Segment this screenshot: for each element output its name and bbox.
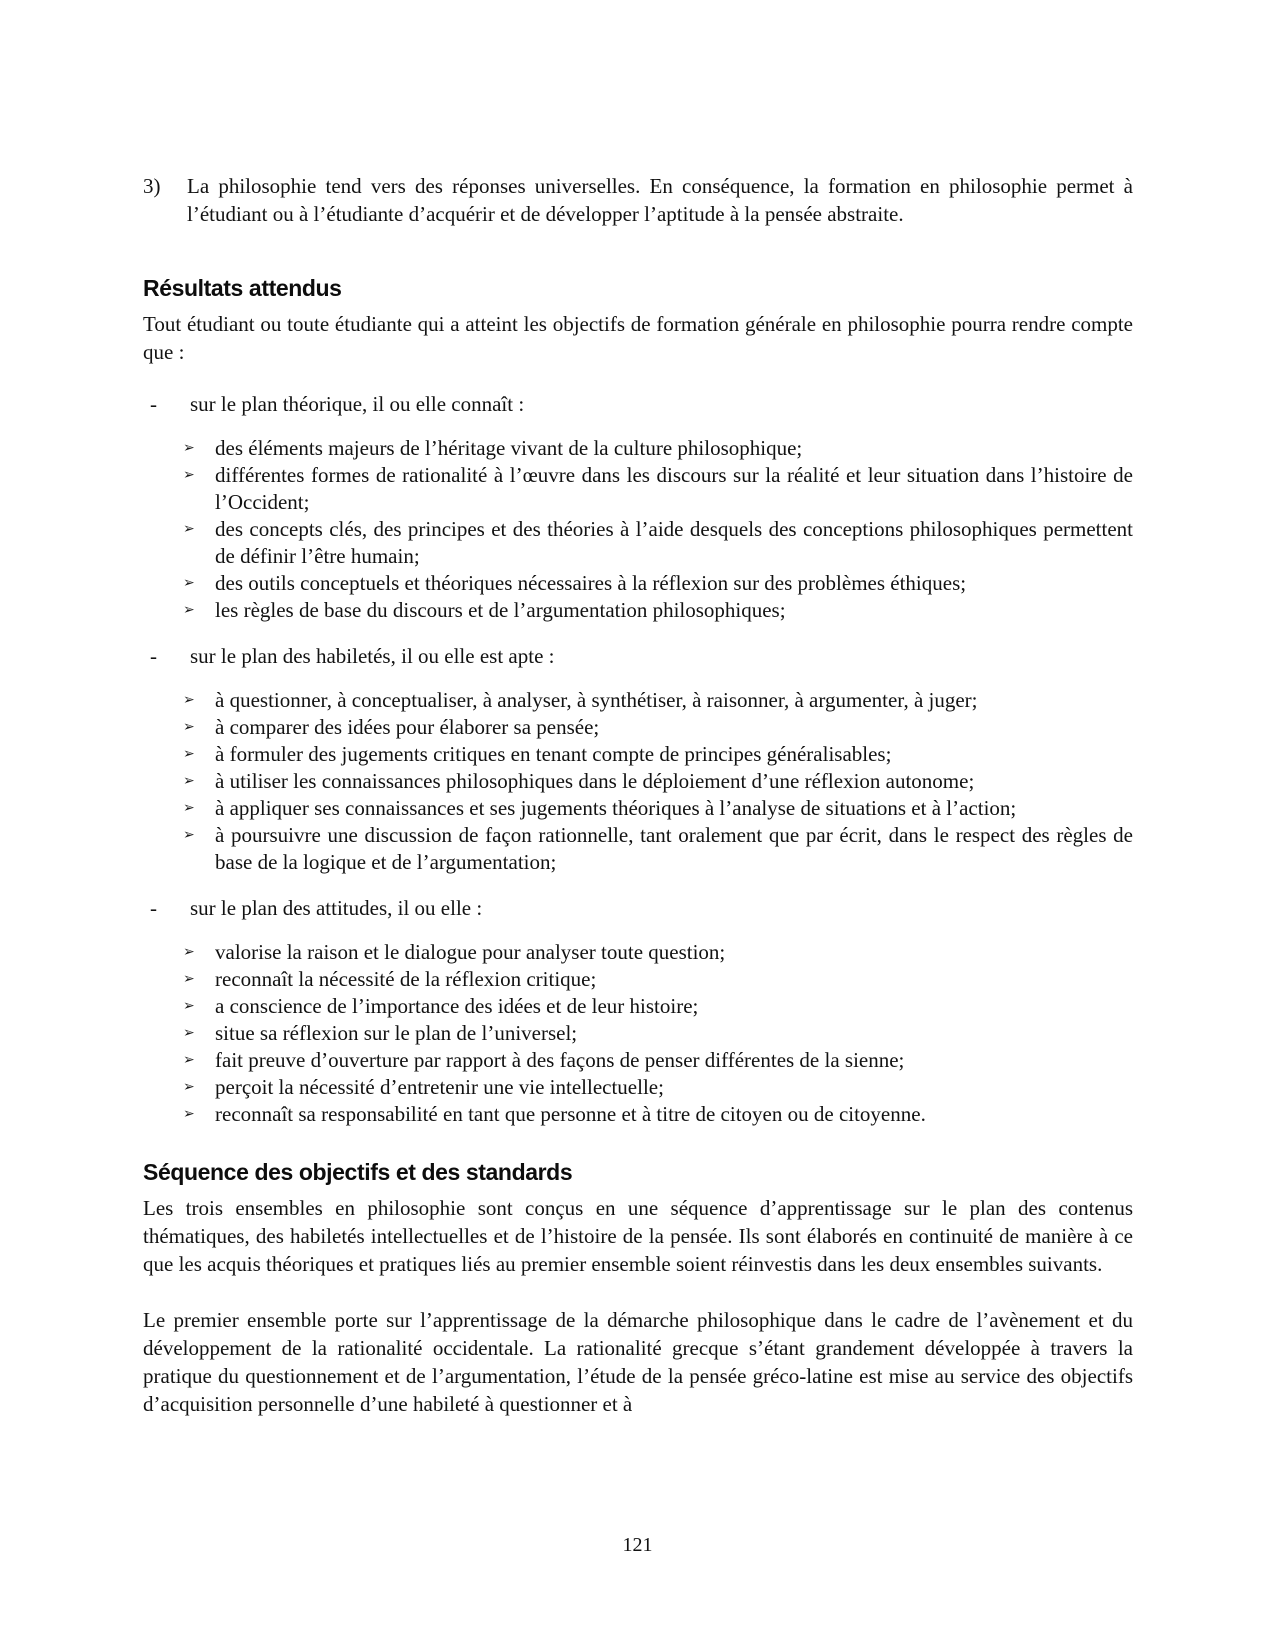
sequence-paragraph-1: Les trois ensembles en philosophie sont conçus en une séquence d’apprentissage sur le plan des contenus thématiques, des habiletés intellectuelles et de l’histoire de la pensée. Ils sont élaborés en continuité de manière à ce que les acquis théoriques et pratiques liés au premier ensemble soient réinvestis dans les deux ensembles suivants. [143, 1196, 1133, 1276]
bullet-list-habiletes [143, 687, 1133, 876]
arrowhead-bullet-icon: ➢ [183, 800, 195, 816]
bullet-text: à poursuivre une discussion de façon rationnelle, tant oralement que par écrit, dans le respect des règles de base de la logique et de l’argumentation; [215, 823, 1133, 874]
page-number: 121 [622, 1534, 653, 1556]
group-lead-text: sur le plan théorique, il ou elle connaît : [190, 392, 525, 416]
bullet-item [143, 597, 1133, 624]
sequence-paragraph-2: Le premier ensemble porte sur l’apprentissage de la démarche philosophique dans le cadre de l’avènement et du développement de la rationalité occidentale. La rationalité grecque s’étant grandement développée à travers la pratique du questionnement et de l’argumentation, l’étude de la pensée gréco-latine est mise au service des objectifs d’acquisition personnelle d’une habileté à questionner et à [143, 1308, 1133, 1416]
bullet-item [143, 741, 1133, 768]
arrowhead-bullet-icon: ➢ [183, 719, 195, 735]
group-lead-habiletes [143, 642, 1133, 670]
bullet-text: les règles de base du discours et de l’argumentation philosophiques; [215, 598, 786, 622]
arrowhead-bullet-icon: ➢ [183, 827, 195, 843]
results-heading: Résultats attendus [143, 275, 342, 301]
arrowhead-bullet-icon: ➢ [183, 998, 195, 1014]
arrowhead-bullet-icon: ➢ [183, 1106, 195, 1122]
bullet-item [143, 768, 1133, 795]
group-lead-text: sur le plan des attitudes, il ou elle : [190, 896, 483, 920]
arrowhead-bullet-icon: ➢ [183, 944, 195, 960]
bullet-item [143, 939, 1133, 966]
arrowhead-bullet-icon: ➢ [183, 602, 195, 618]
bullet-text: fait preuve d’ouverture par rapport à des façons de penser différentes de la sienne; [215, 1048, 905, 1072]
bullet-text: à questionner, à conceptualiser, à analyser, à synthétiser, à raisonner, à argumenter, à juger; [215, 688, 978, 712]
bullet-text: à appliquer ses connaissances et ses jugements théoriques à l’analyse de situations et à l’action; [215, 796, 1017, 820]
results-intro: Tout étudiant ou toute étudiante qui a atteint les objectifs de formation générale en philosophie pourra rendre compte que : [143, 312, 1133, 364]
bullet-text: situe sa réflexion sur le plan de l’universel; [215, 1021, 578, 1045]
bullet-item [143, 462, 1133, 516]
bullet-item [143, 966, 1133, 993]
arrowhead-bullet-icon: ➢ [183, 575, 195, 591]
arrowhead-bullet-icon: ➢ [183, 440, 195, 456]
bullet-item [143, 1047, 1133, 1074]
group-lead-attitudes [143, 894, 1133, 922]
arrowhead-bullet-icon: ➢ [183, 1079, 195, 1095]
bullet-item [143, 516, 1133, 570]
bullet-text: à formuler des jugements critiques en tenant compte de principes généralisables; [215, 742, 892, 766]
arrowhead-bullet-icon: ➢ [183, 521, 195, 537]
group-lead-text: sur le plan des habiletés, il ou elle est apte : [190, 644, 555, 668]
bullet-text: à comparer des idées pour élaborer sa pensée; [215, 715, 600, 739]
item-text: La philosophie tend vers des réponses universelles. En conséquence, la formation en philosophie permet à l’étudiant ou à l’étudiante d’acquérir et de développer l’aptitude à la pensée abstraite. [187, 174, 1133, 226]
dash-bullet: - [150, 392, 157, 416]
bullet-text: différentes formes de rationalité à l’œuvre dans les discours sur la réalité et leur situation dans l’histoire de l’Occident; [215, 463, 1133, 514]
bullet-text: reconnaît sa responsabilité en tant que personne et à titre de citoyen ou de citoyenne. [215, 1102, 926, 1126]
bullet-text: des concepts clés, des principes et des théories à l’aide desquels des conceptions philosophiques permettent de définir l’être humain; [215, 517, 1133, 568]
bullet-item [143, 1074, 1133, 1101]
bullet-text: valorise la raison et le dialogue pour analyser toute question; [215, 940, 726, 964]
bullet-text: a conscience de l’importance des idées et de leur histoire; [215, 994, 699, 1018]
bullet-list-attitudes [143, 939, 1133, 1128]
bullet-text: des outils conceptuels et théoriques nécessaires à la réflexion sur des problèmes éthiques; [215, 571, 967, 595]
bullet-item [143, 795, 1133, 822]
bullet-item [143, 570, 1133, 597]
arrowhead-bullet-icon: ➢ [183, 692, 195, 708]
arrowhead-bullet-icon: ➢ [183, 467, 195, 483]
bullet-text: à utiliser les connaissances philosophiques dans le déploiement d’une réflexion autonome; [215, 769, 975, 793]
item-marker: 3) [143, 174, 161, 198]
group-lead-theorique [143, 390, 1133, 418]
bullet-text: perçoit la nécessité d’entretenir une vie intellectuelle; [215, 1075, 664, 1099]
bullet-item [143, 993, 1133, 1020]
arrowhead-bullet-icon: ➢ [183, 773, 195, 789]
bullet-text: reconnaît la nécessité de la réflexion critique; [215, 967, 597, 991]
arrowhead-bullet-icon: ➢ [183, 971, 195, 987]
bullet-list-theorique [143, 435, 1133, 624]
arrowhead-bullet-icon: ➢ [183, 746, 195, 762]
dash-bullet: - [150, 896, 157, 920]
bullet-item [143, 435, 1133, 462]
arrowhead-bullet-icon: ➢ [183, 1025, 195, 1041]
bullet-item [143, 687, 1133, 714]
bullet-item [143, 1020, 1133, 1047]
bullet-text: des éléments majeurs de l’héritage vivant de la culture philosophique; [215, 436, 803, 460]
dash-bullet: - [150, 644, 157, 668]
numbered-item-3 [143, 172, 1133, 228]
bullet-item [143, 1101, 1133, 1128]
bullet-item [143, 714, 1133, 741]
sequence-heading: Séquence des objectifs et des standards [143, 1159, 573, 1185]
bullet-item [143, 822, 1133, 876]
arrowhead-bullet-icon: ➢ [183, 1052, 195, 1068]
